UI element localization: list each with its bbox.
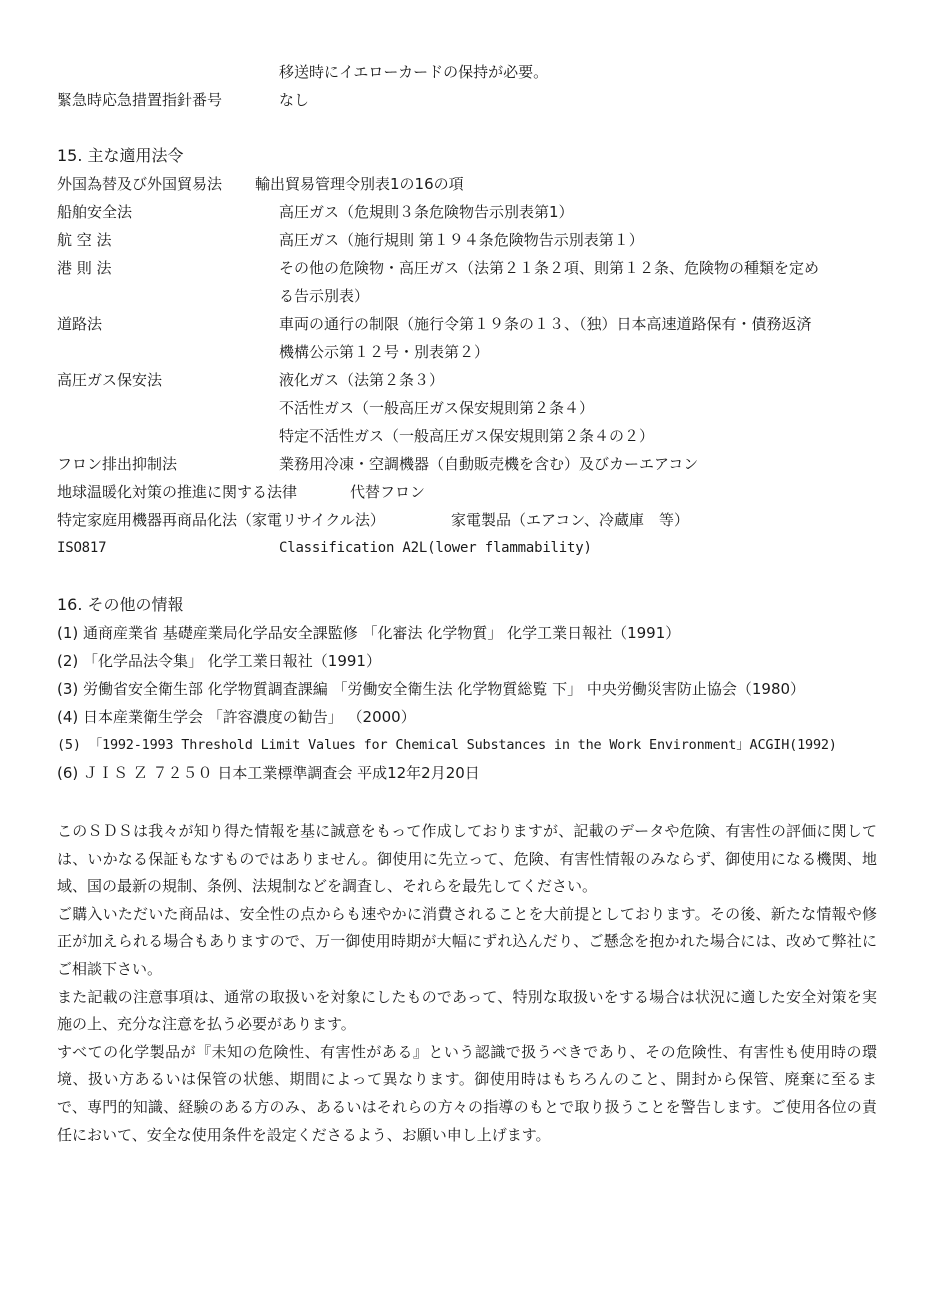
law-content-continued: 不活性ガス（一般高圧ガス保安規則第２条４） (279, 399, 595, 417)
law-content-continued: る告示別表） (279, 287, 370, 305)
emergency-guide-value: なし (279, 91, 310, 109)
law-name: フロン排出抑制法 (57, 455, 178, 473)
yellow-card-note: 移送時にイエローカードの保持が必要。 (279, 63, 549, 81)
law-name: 特定家庭用機器再商品化法（家電リサイクル法） (57, 511, 385, 529)
law-content: 高圧ガス（施行規則 第１９４条危険物告示別表第１） (279, 231, 644, 249)
law-content: 家電製品（エアコン、冷蔵庫 等） (451, 511, 690, 529)
disclaimer-paragraph: このＳＤＳは我々が知り得た情報を基に誠意をもって作成しておりますが、記載のデータや危険、有害性の評価に関しては、いかなる保証もなすものではありません。御使用に先立って、危険、有害性情報のみならず、御使用になる機関、地域、国の最新の規制、条例、法規制などを調査し、それらを最先してください。 (57, 822, 877, 896)
law-content-continued: 機構公示第１２号・別表第２） (279, 343, 490, 361)
disclaimer-paragraph: また記載の注意事項は、通常の取扱いを対象にしたものであって、特別な取扱いをする場合は状況に適した安全対策を実施の上、充分な注意を払う必要があります。 (57, 987, 877, 1034)
law-content: 代替フロン (350, 483, 426, 501)
reference-item: (6) ＪＩＳ Ｚ ７２５０ 日本工業標準調査会 平成12年2月20日 (57, 764, 480, 782)
emergency-guide-label: 緊急時応急措置指針番号 (57, 91, 223, 109)
disclaimer (57, 818, 877, 1149)
disclaimer-paragraph: すべての化学製品が『未知の危険性、有害性がある』という認識で扱うべきであり、その危険性、有害性も使用時の環境、扱い方あるいは保管の状態、期間によって異なります。御使用時はもちろんのこと、開封から保管、廃棄に至るまで、専門的知識、経験のある方のみ、あるいはそれらの方々の指導のもとで取り扱うことを警告します。ご使用各位の責任において、安全な使用条件を設定くださるよう、お願い申し上げます。 (57, 1042, 877, 1144)
law-name: 航 空 法 (57, 231, 112, 249)
reference-item: (5) 「1992-1993 Threshold Limit Values for Chemical Substances in the Work Environment」ACGIH(1992) (57, 737, 837, 753)
reference-item: (3) 労働省安全衛生部 化学物質調査課編 「労働安全衛生法 化学物質総覧 下」 中央労働災害防止協会（1980） (57, 680, 806, 698)
law-name: 高圧ガス保安法 (57, 371, 163, 389)
law-content: 車両の通行の制限（施行令第１９条の１３、（独）日本高速道路保有・債務返済 (279, 315, 812, 333)
reference-item: (4) 日本産業衛生学会 「許容濃度の勧告」 （2000） (57, 708, 416, 726)
law-name: 外国為替及び外国貿易法 (57, 175, 223, 193)
law-content: 高圧ガス（危規則３条危険物告示別表第1） (279, 203, 574, 221)
law-content: その他の危険物・高圧ガス（法第２１条２項、則第１２条、危険物の種類を定め (279, 259, 820, 277)
disclaimer-paragraph: ご購入いただいた商品は、安全性の点からも速やかに消費されることを大前提としております。その後、新たな情報や修正が加えられる場合もありますので、万一御使用時期が大幅にずれ込んだり、ご懸念を抱かれた場合には、改めて弊社にご相談下さい。 (57, 904, 877, 978)
law-name: 道路法 (57, 315, 103, 333)
law-name: ISO817 (57, 540, 107, 556)
law-name: 港 則 法 (57, 259, 112, 277)
law-content: Classification A2L(lower flammability) (279, 540, 592, 556)
law-content: 業務用冷凍・空調機器（自動販売機を含む）及びカーエアコン (279, 455, 699, 473)
law-name: 船舶安全法 (57, 203, 133, 221)
law-name: 地球温暖化対策の推進に関する法律 (57, 483, 298, 501)
law-content-continued: 特定不活性ガス（一般高圧ガス保安規則第２条４の２） (279, 427, 655, 445)
reference-item: (1) 通商産業省 基礎産業局化学品安全課監修 「化審法 化学物質」 化学工業日報社（1991） (57, 624, 681, 642)
section-15-heading: 15. 主な適用法令 (57, 146, 184, 165)
reference-item: (2) 「化学品法令集」 化学工業日報社（1991） (57, 652, 381, 670)
law-content: 液化ガス（法第２条３） (279, 371, 445, 389)
law-content: 輸出貿易管理令別表1の16の項 (255, 175, 464, 193)
section-16-heading: 16. その他の情報 (57, 595, 184, 614)
